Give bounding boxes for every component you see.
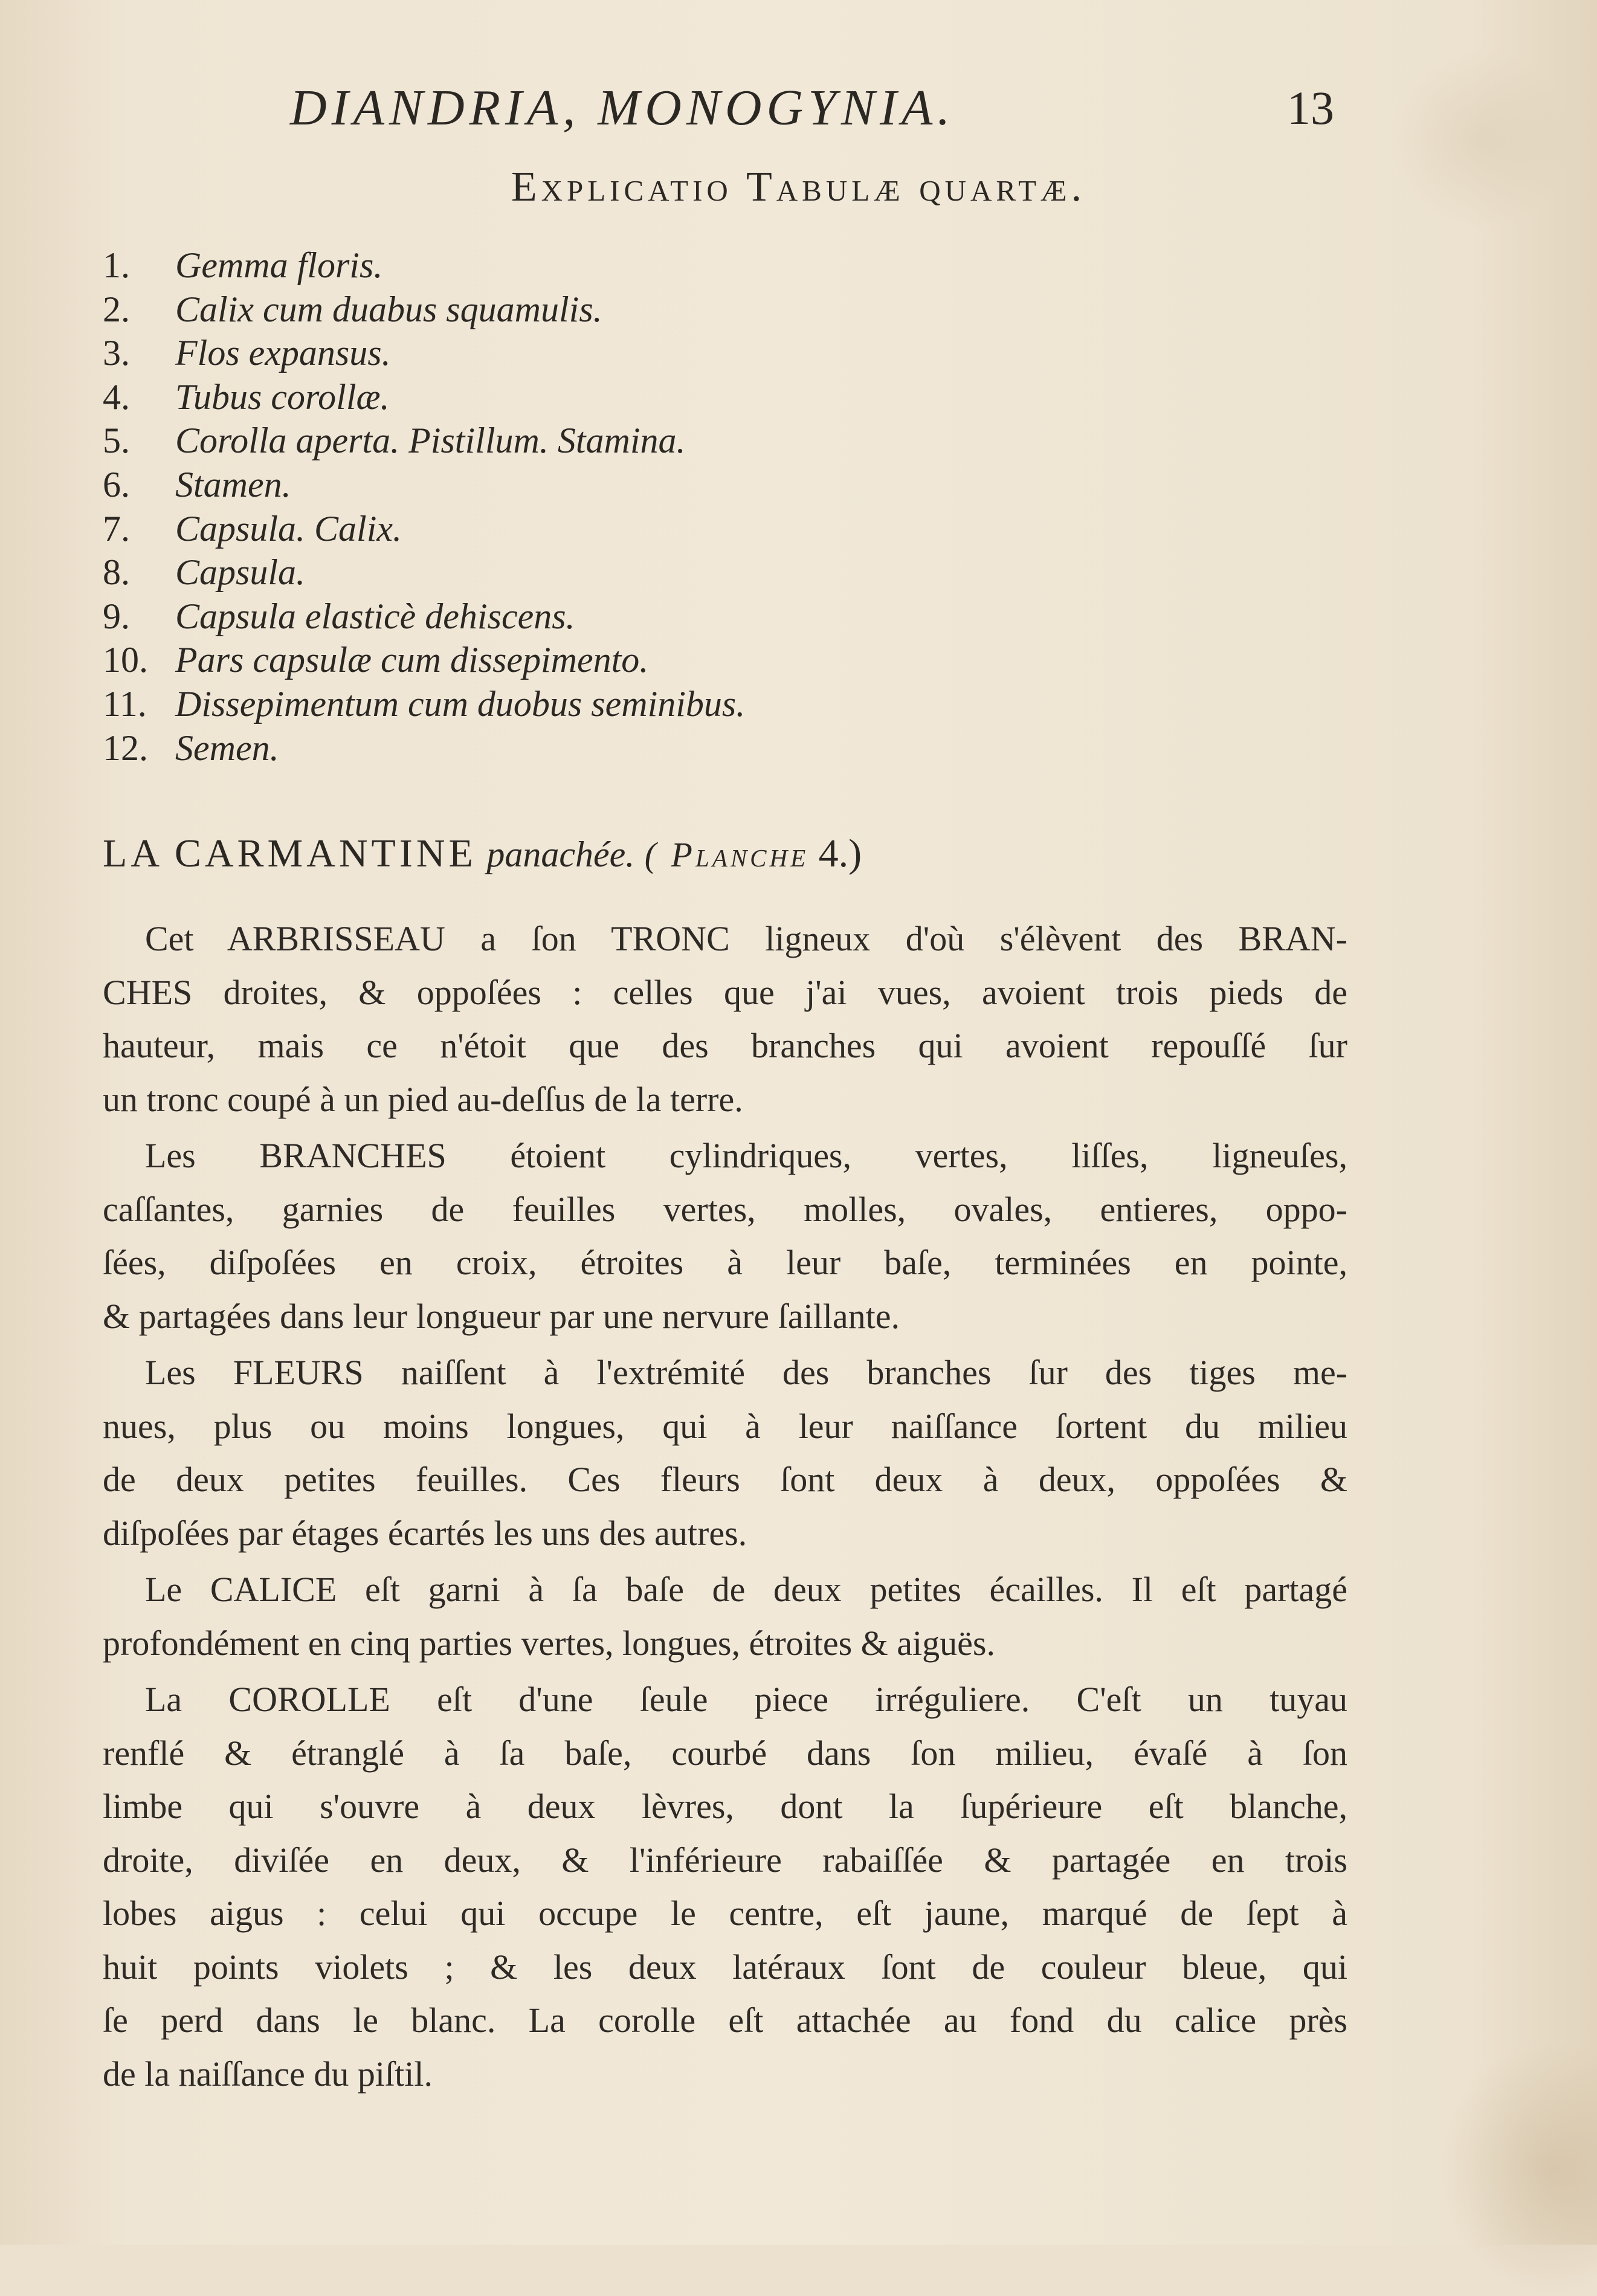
list-item [103,727,949,772]
text-line: lobes aigus : celui qui occupe le centre, eſt jaune, marqué de ſept à [103,1894,1347,1933]
item-text: Capsula elasticè dehiscens. [175,596,575,636]
item-text: Gemma floris. [175,245,383,285]
list-item [103,245,949,289]
text-line: nues, plus ou moins longues, qui à leur naiſſance ſortent du milieu [103,1406,1347,1446]
list-item [103,376,949,421]
list-item [103,420,949,464]
text-line: & partagées dans leur longueur par une nervure ſaillante. [103,1296,900,1336]
text-line: caſſantes, garnies de feuilles vertes, molles, ovales, entieres, oppo- [103,1189,1347,1229]
page-number: 13 [1287,82,1334,134]
list-item [103,683,949,727]
item-number: 6. [103,464,130,505]
text-line: hauteur, mais ce n'étoit que des branches qui avoient repouſſé ſur [103,1026,1347,1065]
item-text: Dissepimentum cum duobus seminibus. [175,683,746,724]
paper-stain [1438,2042,1597,2296]
item-text: Pars capsulæ cum dissepimento. [175,640,649,680]
list-item [103,552,949,596]
text-line: Les FLEURS naiſſent à l'extrémité des branches ſur des tiges me- [145,1353,1347,1392]
item-number: 11. [103,683,147,724]
text-line: La COROLLE eſt d'une ſeule piece irréguliere. C'eſt un tuyau [145,1680,1347,1719]
text-line: CHES droites, & oppoſées : celles que j'ai vues, avoient trois pieds de [103,972,1347,1012]
item-text: Capsula. [175,552,306,593]
text-line: diſpoſées par étages écartés les uns des autres. [103,1513,747,1553]
paragraph-arbrisseau [103,912,1347,1126]
paragraph-fleurs [103,1346,1347,1560]
text-line: renflé & étranglé à ſa baſe, courbé dans ſon milieu, évaſé à ſon [103,1733,1347,1773]
body-text [103,912,1347,2104]
list-item [103,464,949,508]
text-line: Cet ARBRISSEAU a ſon TRONC ligneux d'où s'élèvent des BRAN- [145,919,1347,958]
item-number: 1. [103,245,130,285]
plate-explanation-list [103,245,949,771]
section-title: Explicatio Tabulæ quartæ. [511,164,1086,210]
text-line: droite, diviſée en deux, & l'inférieure rabaiſſée & partagée en trois [103,1840,1347,1880]
running-title: DIANDRIA, MONOGYNIA. [290,80,955,136]
text-line: ſées, diſpoſées en croix, étroites à leur baſe, terminées en pointe, [103,1243,1347,1282]
item-text: Capsula. Calix. [175,508,402,549]
paragraph-calice [103,1563,1347,1670]
text-line: de la naiſſance du piſtil. [103,2054,433,2094]
item-number: 2. [103,289,130,329]
item-number: 7. [103,508,130,549]
item-text: Tubus corollæ. [175,376,390,417]
text-line: Le CALICE eſt garni à ſa baſe de deux petites écailles. Il eſt partagé [145,1570,1347,1609]
list-item [103,289,949,333]
item-number: 9. [103,596,130,636]
heading-plate-ref: ( Planche [644,835,809,874]
item-number: 5. [103,421,130,461]
list-item [103,508,949,552]
paragraph-corolle [103,1673,1347,2101]
text-line: de deux petites feuilles. Ces fleurs ſont deux à deux, oppoſées & [103,1460,1347,1499]
item-text: Calix cum duabus squamulis. [175,289,602,329]
text-line: huit points violets ; & les deux latéraux ſont de couleur bleue, qui [103,1947,1347,1987]
item-text: Flos expansus. [175,333,391,373]
item-number: 8. [103,552,130,593]
text-line: Les BRANCHES étoient cylindriques, vertes, liſſes, ligneuſes, [145,1136,1347,1175]
text-line: un tronc coupé à un pied au-deſſus de la terre. [103,1079,743,1119]
text-line: limbe qui s'ouvre à deux lèvres, dont la ſupérieure eſt blanche, [103,1787,1347,1826]
list-item [103,639,949,683]
list-item [103,596,949,640]
text-line: ſe perd dans le blanc. La corolle eſt attachée au fond du calice près [103,2001,1347,2040]
list-item [103,332,949,376]
heading-epithet: panachée. [486,834,635,874]
species-heading [103,831,1492,877]
heading-plate-number: 4.) [818,831,862,876]
text-line: profondément en cinq parties vertes, longues, étroites & aiguës. [103,1623,995,1663]
item-text: Semen. [175,727,279,768]
paragraph-branches [103,1129,1347,1343]
item-text: Corolla aperta. Pistillum. Stamina. [175,421,686,461]
item-number: 3. [103,333,130,373]
item-text: Stamen. [175,464,291,505]
running-head [103,79,1396,145]
item-number: 10. [103,640,148,680]
heading-name: LA CARMANTINE [103,831,477,876]
item-number: 12. [103,727,148,768]
item-number: 4. [103,376,130,417]
